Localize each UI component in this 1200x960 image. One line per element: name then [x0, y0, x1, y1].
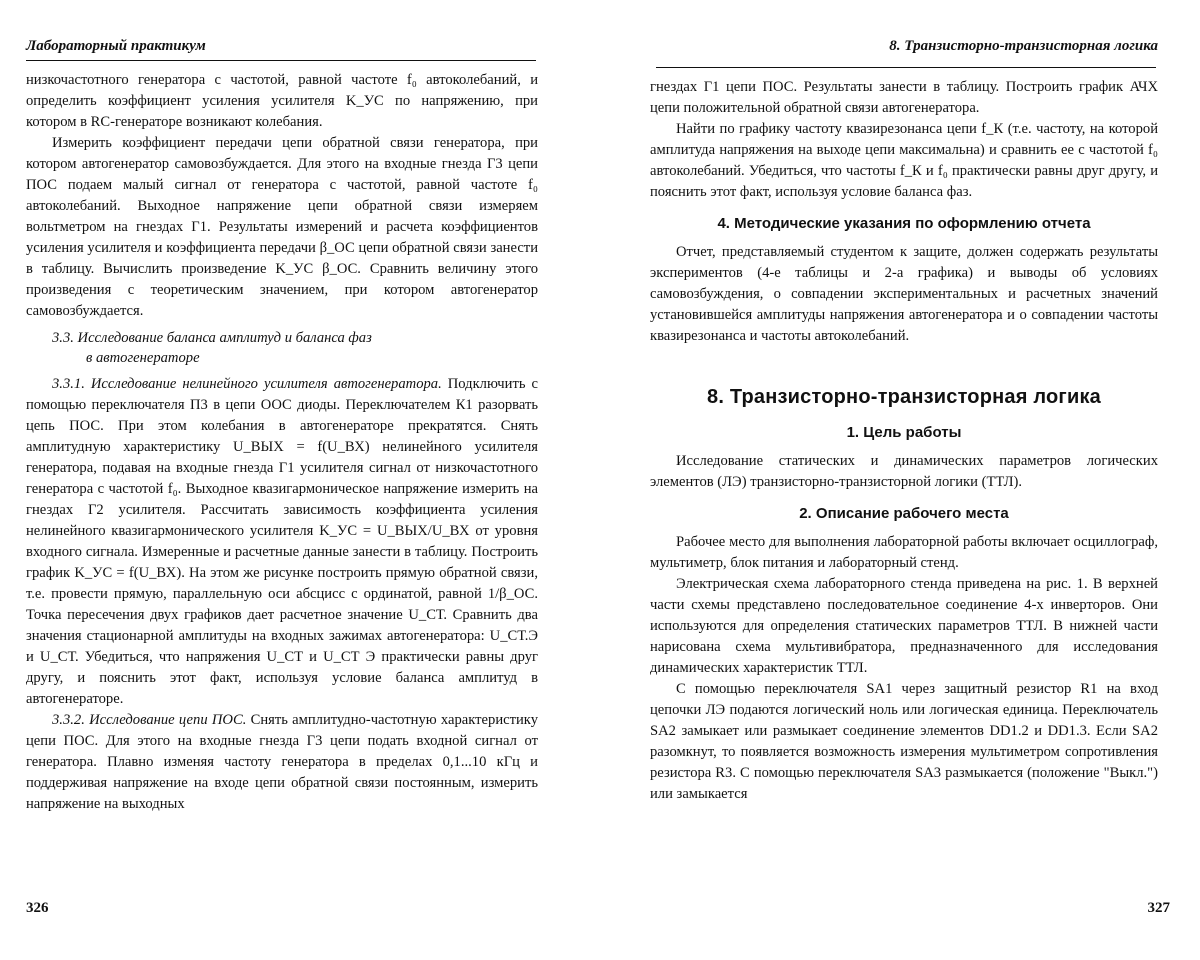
section-heading: 4. Методические указания по оформлению отчета [717, 215, 1091, 232]
page-number-right: 327 [1147, 900, 1170, 916]
chapter-title: 8. Транзисторно-транзисторная логика [707, 386, 1101, 408]
running-head-left: Лабораторный практикум [26, 38, 206, 54]
paragraph-text: Снять амплитудно-частотную характеристику цепи ПОС. Для этого на входные гнезда Г3 цепи подать входной сигнал от генератора. Плавно изменяя частоту генератора в пределах 0,1...10 кГц и поддерживая напряжение на входе цепи обратной связи постоянным, измерить напряжение на выходных [26, 712, 538, 812]
paragraph: низкочастотного генератора с частотой, равной частоте f₀ автоколебаний, и определить коэффициент усиления усилителя K_УС по напряжению, при котором в RC-генераторе возникают колебания. [26, 72, 538, 130]
paragraph-lead: 3.3.2. Исследование цепи ПОС. [52, 712, 247, 728]
paragraph-lead: 3.3.1. Исследование нелинейного усилителя автогенератора. [52, 376, 442, 392]
paragraph: Рабочее место для выполнения лабораторной работы включает осциллограф, мультиметр, блок питания и лабораторный стенд. [650, 534, 1158, 571]
paragraph: гнездах Г1 цепи ПОС. Результаты занести в таблицу. Построить график АЧХ цепи положительной обратной связи автогенератора. [650, 79, 1158, 116]
header-rule-right [656, 67, 1156, 68]
paragraph [26, 374, 538, 710]
section-heading: 1. Цель работы [846, 424, 962, 441]
left-page-body [26, 70, 538, 815]
running-head-right: 8. Транзисторно-транзисторная логика [889, 38, 1158, 54]
paragraph: Отчет, представляемый студентом к защите, должен содержать результаты экспериментов (4-е таблицы и 2-а графика) и выводы об условиях самовозбуждения, о совпадении экспериментальных и расчетных значений установившейся амплитуды напряжения автогенератора и о совпадении частоты квазирезонанса и частоты автоколебаний. [650, 244, 1158, 344]
page-number-left: 326 [26, 900, 49, 916]
paragraph: Найти по графику частоту квазирезонанса цепи f_К (т.е. частоту, на которой амплитуда напряжения на выходе цепи максимальна) и сравнить ее с частотой f₀ автоколебаний. Убедиться, что частоты f_К и f₀ практически равны друг другу, и пояснить этот факт, используя условие баланса фаз. [650, 121, 1158, 200]
subheading-line: 3.3. Исследование баланса амплитуд и баланса фаз [52, 330, 372, 346]
paragraph: Измерить коэффициент передачи цепи обратной связи генератора, при котором автогенератор самовозбуждается. Для этого на входные гнезда Г3 цепи ПОС подаем малый сигнал от генератора с частотой, равной частоте f₀ автоколебаний. Выходное напряжение цепи обратной связи измеряем вольтметром на гнездах Г1. Результаты измерений и расчета коэффициентов усиления усилителя и коэффициента передачи β_ОС цепи обратной связи занести в таблицу. Вычислить произведение K_УС β_ОС. Сравнить величину этого произведения с теоретическим значением, при котором автогенератор самовозбуждается. [26, 135, 538, 319]
section-subheading [52, 328, 538, 368]
header-rule-left [26, 60, 536, 61]
paragraph: Электрическая схема лабораторного стенда приведена на рис. 1. В верхней части схемы представлено последовательное соединение 4-х инверторов. Они используются для определения статических параметров ТТЛ. В нижней части нарисована схема мультивибратора, предназначенного для исследования динамических характеристик ТТЛ. [650, 576, 1158, 676]
paragraph: С помощью переключателя SA1 через защитный резистор R1 на вход цепочки ЛЭ подаются логический ноль или логическая единица. Переключатель SA2 замыкает или размыкает соединение элементов DD1.2 и DD1.3. Если SA2 разомкнут, то появляется возможность измерения мультиметром сопротивления резистора R3. С помощью переключателя SA3 размыкается (положение "Выкл.") или замыкается [650, 681, 1158, 802]
left-page [0, 0, 580, 960]
section-heading: 2. Описание рабочего места [799, 505, 1009, 522]
right-page-body [650, 77, 1158, 805]
paragraph: Исследование статических и динамических параметров логических элементов (ЛЭ) транзисторно-транзисторной логики (ТТЛ). [650, 453, 1158, 490]
paragraph [26, 710, 538, 815]
subheading-line: в автогенераторе [86, 350, 200, 366]
paragraph-text: Подключить с помощью переключателя П3 в цепи ООС диоды. Переключателем К1 разорвать цепь ПОС. При этом колебания в автогенераторе прекратятся. Снять амплитудную характеристику U_ВЫХ = f(U_ВХ) нелинейного усилителя генератора, подавая на входные гнезда Г1 усилителя сигнал от низкочастотного генератора с частотой f₀. Выходное квазигармоническое напряжение измерить на гнездах Г2 усилителя. Рассчитать зависимость коэффициента усиления нелинейного квазигармонического усилителя K_УС = U_ВЫХ/U_ВХ от уровня входного сигнала. Измеренные и расчетные данные занести в таблицу. Построить график K_УС = f(U_ВХ). На этом же рисунке построить прямую обратной связи, т.е. провести прямую, параллельную оси абсцисс с ординатой, равной 1/β_ОС. Точка пересечения двух графиков дает расчетное значение U_СТ. Сравнить два значения стационарной амплитуды на входных зажимах автогенератора: U_СТ.Э и U_СТ. Убедиться, что напряжения U_СТ и U_СТ Э практически равны друг другу, и пояснить этот факт, используя условие баланса амплитуд в автогенераторе. [26, 376, 538, 707]
right-page [600, 0, 1200, 960]
